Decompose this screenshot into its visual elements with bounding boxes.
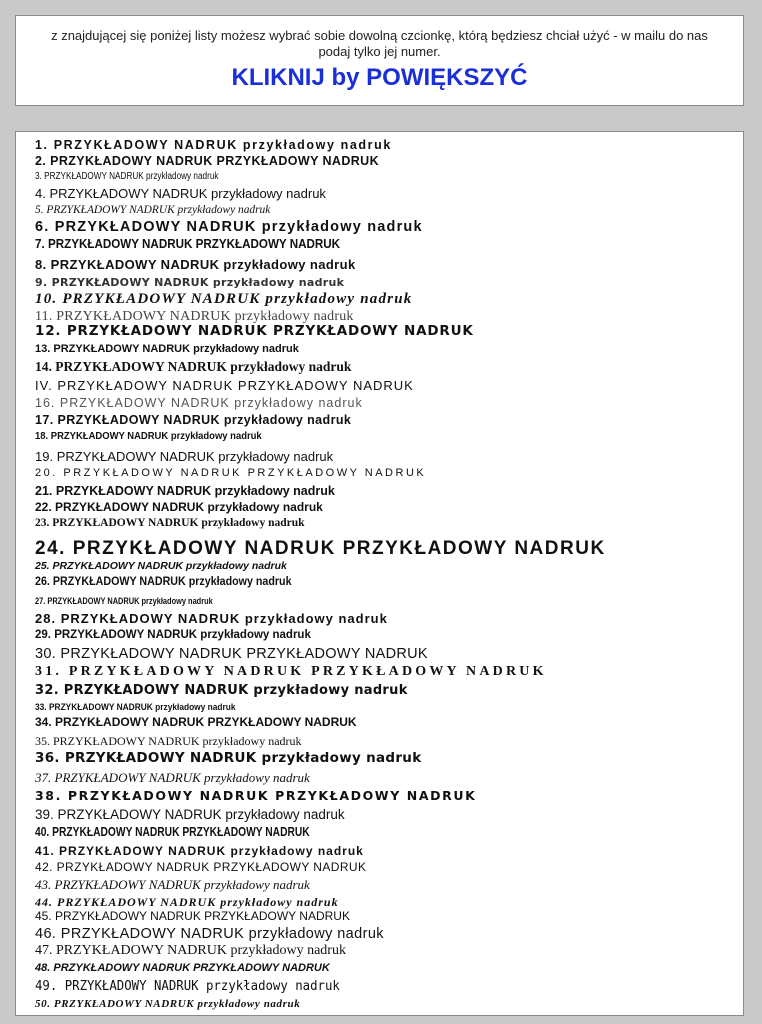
font-number: 42. [35,860,53,874]
font-number: 47. [35,943,53,958]
font-sample-text: PRZYKŁADOWY NADRUK PRZYKŁADOWY NADRUK [60,646,428,662]
font-number: 37. [35,770,52,785]
font-sample-text: PRZYKŁADOWY NADRUK przykładowy nadruk [48,702,236,713]
font-sample-row [35,539,606,558]
font-number: 12. [35,323,62,339]
font-number: 27. [35,596,46,607]
font-number: 3. [35,171,42,182]
font-number: IV. [35,378,53,393]
font-sample-row [35,431,262,442]
font-number: 11. [35,309,53,324]
font-sample-text: PRZYKŁADOWY NADRUK przykładowy nadruk [55,500,323,514]
font-number: 19. [35,449,54,464]
font-sample-row [35,220,423,235]
font-number: 4. [35,186,46,201]
font-sample-text: PRZYKŁADOWY NADRUK przykładowy nadruk [53,734,302,748]
font-list-panel [15,131,744,1016]
font-number: 6. [35,219,50,235]
font-number: 32. [35,683,59,698]
font-sample-text: PRZYKŁADOWY NADRUK przykładowy nadruk [44,171,219,182]
font-sample-row [35,826,310,839]
font-number: 10. [35,291,58,307]
font-sample-row [35,716,357,728]
font-sample-text: PRZYKŁADOWY NADRUK przykładowy nadruk [46,202,271,216]
font-sample-row [35,980,340,993]
font-number: 46. [35,926,57,942]
font-number: 9. [35,276,48,289]
font-number: 39. [35,807,54,822]
font-sample-row [35,155,379,168]
font-sample-row [35,771,310,784]
font-number: 24. [35,538,66,559]
font-sample-row [35,485,335,498]
font-number: 41. [35,844,55,858]
font-sample-row [35,310,354,324]
font-sample-text: PRZYKŁADOWY NADRUK przykładowy nadruk [54,629,311,641]
font-sample-row [35,735,302,747]
font-sample-row [35,630,311,642]
font-sample-text: PRZYKŁADOWY NADRUK PRZYKŁADOWY NADRUK [50,154,380,168]
font-number: 38. [35,788,62,803]
font-sample-row [35,861,366,873]
font-sample-row [35,752,422,766]
font-sample-text: PRZYKŁADOWY NADRUK przykładowy nadruk [60,926,384,942]
font-sample-text: PRZYKŁADOWY NADRUK PRZYKŁADOWY NADRUK [53,962,330,974]
font-sample-row [35,397,363,410]
font-sample-row [35,258,356,271]
font-sample-row [35,647,428,662]
font-sample-text: PRZYKŁADOWY NADRUK przykładowy nadruk [50,257,356,272]
font-sample-row [35,597,213,607]
font-number: 18. [35,430,49,442]
font-number: 44. [35,895,53,909]
font-sample-text: PRZYKŁADOWY NADRUK przykładowy nadruk [55,359,352,374]
font-sample-text: PRZYKŁADOWY NADRUK PRZYKŁADOWY NADRUK [67,788,477,803]
font-sample-row [35,896,339,908]
font-number: 21. [35,484,53,498]
font-sample-text: PRZYKŁADOWY NADRUK przykładowy nadruk [53,138,392,152]
font-number: 20. [35,467,58,479]
font-sample-text: PRZYKŁADOWY NADRUK przykładowy nadruk [55,484,335,498]
font-number: 17. [35,413,54,427]
font-sample-row [35,325,474,339]
font-number: 43. [35,877,52,892]
font-number: 26. [35,576,50,588]
font-number: 31. [35,664,63,679]
font-sample-text: PRZYKŁADOWY NADRUK przykładowy nadruk [54,877,310,892]
font-sample-text: PRZYKŁADOWY NADRUK przykładowy nadruk [63,683,408,698]
font-number: 7. [35,237,45,251]
font-number: 30. [35,646,57,662]
font-number: 25. [35,560,50,572]
font-number: 29. [35,629,51,641]
font-sample-text: PRZYKŁADOWY NADRUK PRZYKŁADOWY NADRUK [56,860,367,874]
font-sample-row [35,612,388,625]
font-sample-row [35,963,330,974]
font-sample-text: PRZYKŁADOWY NADRUK przykładowy nadruk [49,186,326,201]
font-sample-row [35,927,384,942]
enlarge-link[interactable]: KLIKNIJ by POWIĘKSZYĆ [231,64,528,91]
font-sample-row [35,577,292,589]
font-sample-text: PRZYKŁADOWY NADRUK przykładowy nadruk [57,895,339,909]
font-number: 8. [35,257,47,272]
font-number: 23. [35,517,50,529]
font-sample-row [35,414,351,427]
font-sample-row [35,999,300,1010]
font-sample-text: PRZYKŁADOWY NADRUK przykładowy nadruk [60,611,388,626]
font-number: 22. [35,500,52,514]
font-sample-row [35,139,392,152]
font-number: 1. [35,138,49,152]
font-sample-row [35,468,426,479]
font-sample-row [35,703,236,713]
font-sample-text: PRZYKŁADOWY NADRUK PRZYKŁADOWY NADRUK [63,467,427,479]
font-sample-row [35,808,345,822]
font-sample-text: PRZYKŁADOWY NADRUK przykładowy nadruk [56,449,334,464]
font-sample-row [35,845,364,857]
font-sample-row [35,665,547,679]
font-sample-text: PRZYKŁADOWY NADRUK przykładowy nadruk [56,309,354,324]
font-number: 28. [35,611,57,626]
font-sample-text: PRZYKŁADOWY NADRUK przykładowy nadruk [52,576,292,588]
font-sample-text: PRZYKŁADOWY NADRUK przykładowy nadruk [62,291,413,307]
font-sample-text: PRZYKŁADOWY NADRUK PRZYKŁADOWY NADRUK [47,237,341,251]
font-sample-text: PRZYKŁADOWY NADRUK PRZYKŁADOWY NADRUK [72,538,606,559]
font-sample-text: PRZYKŁADOWY NADRUK przykładowy nadruk [53,998,301,1010]
font-number: 14. [35,359,52,374]
font-sample-text: PRZYKŁADOWY NADRUK PRZYKŁADOWY NADRUK [68,664,547,679]
font-sample-row [35,910,350,922]
font-sample-row [35,187,326,200]
font-sample-row [35,450,333,463]
font-sample-row [35,238,340,251]
font-sample-text: PRZYKŁADOWY NADRUK przykładowy nadruk [64,979,340,994]
font-sample-row [35,203,270,215]
header-box [15,15,744,106]
font-sample-row [35,277,344,288]
font-number: 2. [35,154,47,168]
font-sample-row [35,790,476,803]
font-sample-text: PRZYKŁADOWY NADRUK przykładowy nadruk [53,343,299,355]
font-number: 16. [35,396,56,410]
font-sample-row [35,292,412,307]
font-number: 36. [35,750,60,766]
font-sample-text: PRZYKŁADOWY NADRUK przykładowy nadruk [59,844,364,858]
font-number: 33. [35,702,47,713]
font-sample-text: PRZYKŁADOWY NADRUK przykładowy nadruk [64,750,422,766]
font-sample-text: PRZYKŁADOWY NADRUK przykładowy nadruk [47,596,213,607]
font-sample-row [35,172,219,182]
font-sample-text: PRZYKŁADOWY NADRUK przykładowy nadruk [51,276,345,289]
font-sample-text: PRZYKŁADOWY NADRUK przykładowy nadruk [57,413,352,427]
font-sample-text: PRZYKŁADOWY NADRUK PRZYKŁADOWY NADRUK [57,378,414,393]
font-sample-row [35,518,305,530]
font-number: 5. [35,202,44,216]
font-list [16,132,743,1015]
instruction-text: z znajdującej się poniżej listy możesz wybrać sobie dowolną czcionkę, którą będziesz chciał użyć - w mailu do nas podaj tylko jej numer. [51,28,708,59]
font-sample-text: PRZYKŁADOWY NADRUK przykładowy nadruk [52,560,287,572]
font-number: 48. [35,962,51,974]
font-sample-row [35,379,414,392]
font-sample-row [35,344,299,355]
font-number: 40. [35,825,50,839]
font-sample-text: PRZYKŁADOWY NADRUK przykładowy nadruk [54,219,423,235]
font-sample-text: PRZYKŁADOWY NADRUK przykładowy nadruk [50,430,262,442]
font-number: 34. [35,715,52,729]
font-sample-text: PRZYKŁADOWY NADRUK przykładowy nadruk [59,396,363,410]
font-sample-text: PRZYKŁADOWY NADRUK przykładowy nadruk [52,517,305,529]
font-sample-text: PRZYKŁADOWY NADRUK PRZYKŁADOWY NADRUK [52,825,310,839]
font-number: 35. [35,734,50,748]
font-number: 13. [35,343,51,355]
font-sample-text: PRZYKŁADOWY NADRUK przykładowy nadruk [57,807,345,822]
font-sample-row [35,501,323,513]
font-sample-row [35,360,351,374]
font-sample-row [35,944,346,958]
font-sample-row [35,684,408,697]
font-sample-row [35,561,287,572]
font-sample-text: PRZYKŁADOWY NADRUK przykładowy nadruk [54,770,310,785]
font-sample-row [35,878,310,891]
font-sample-text: PRZYKŁADOWY NADRUK przykładowy nadruk [56,943,346,958]
font-sample-text: PRZYKŁADOWY NADRUK PRZYKŁADOWY NADRUK [66,323,474,339]
font-number: 50. [35,998,51,1010]
font-sample-text: PRZYKŁADOWY NADRUK PRZYKŁADOWY NADRUK [55,715,357,729]
font-number: 49. [35,979,58,994]
font-number: 45. [35,909,52,923]
font-sample-text: PRZYKŁADOWY NADRUK PRZYKŁADOWY NADRUK [55,909,350,923]
